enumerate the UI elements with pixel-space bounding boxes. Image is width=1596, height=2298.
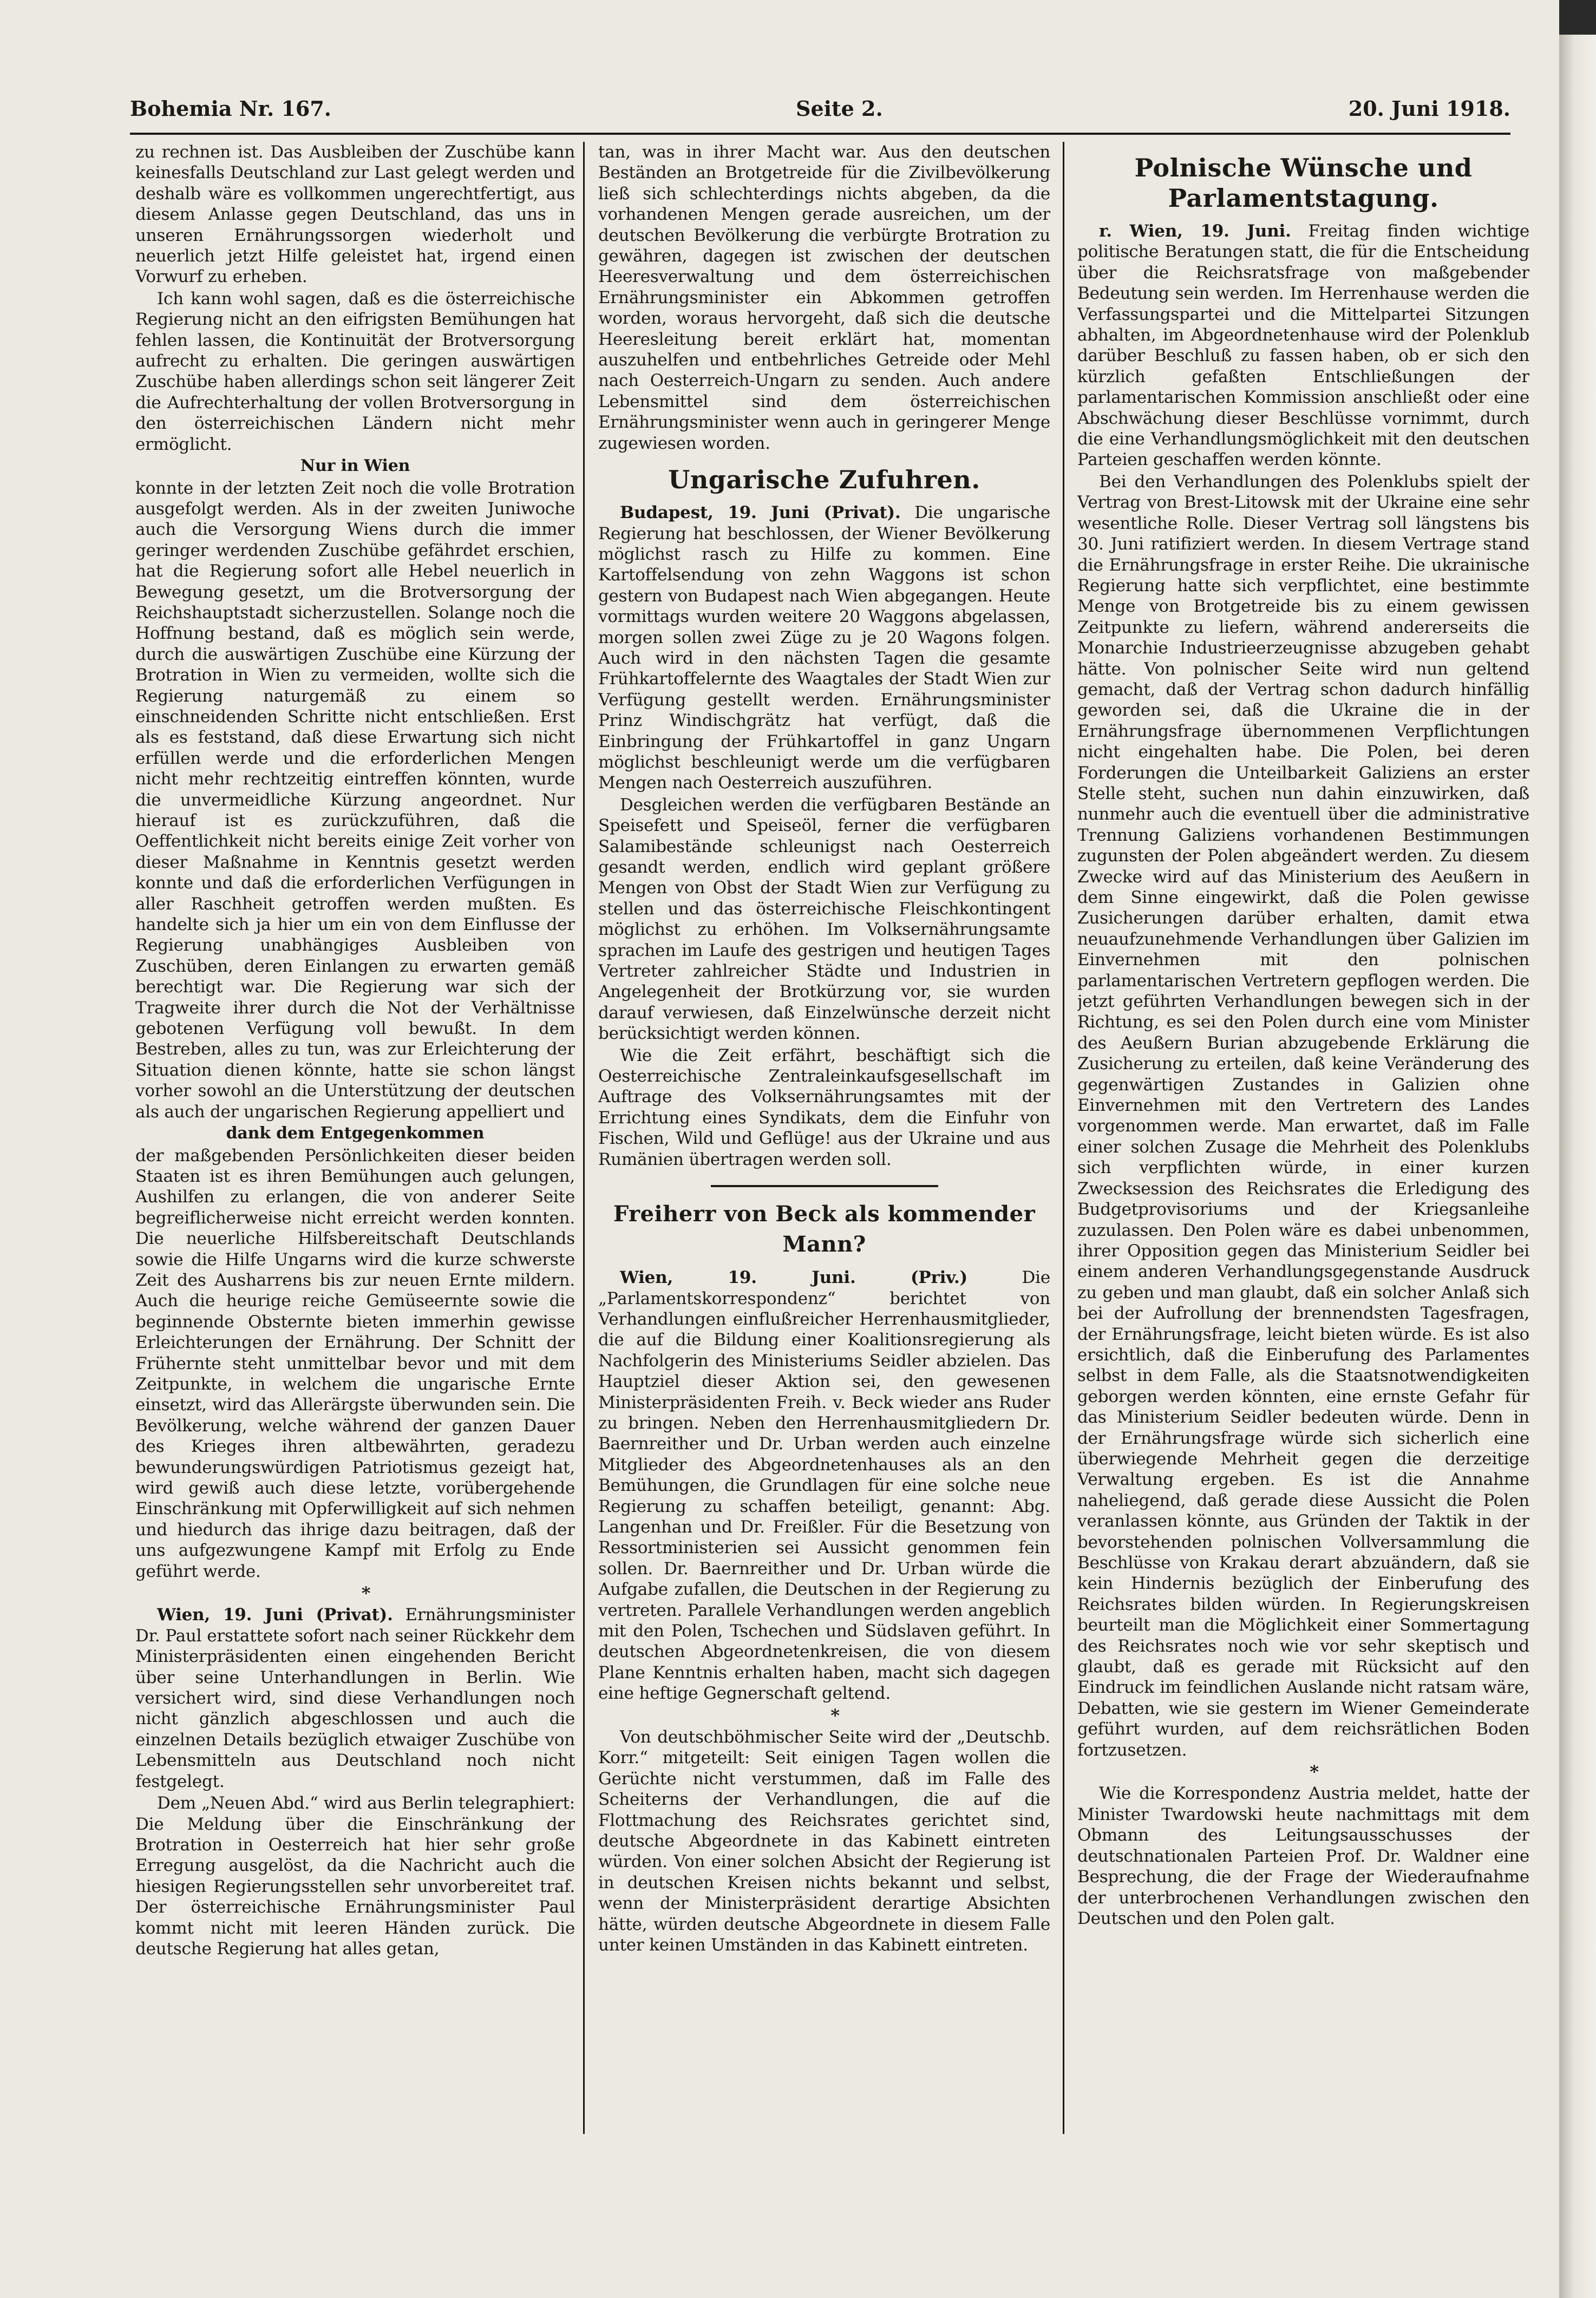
paragraph [598, 1267, 1050, 1704]
paragraph-text: Die „Parlamentskorrespondenz“ berichtet von Verhandlungen einflußreicher Herrenhausmitglieder, die auf die Bildung einer Koalitionsregierung als Nachfolgerin des Ministeriums Seidler abzielen. Das Hauptziel dieser Aktion sei, den gewesenen Ministerpräsidenten Freih. v. Beck wieder ans Ruder zu bringen. Neben den Herrenhausmitgliedern Dr. Baernreither und Dr. Urban werden auch einzelne Mitglieder des Abgeordnetenhauses als an den Bemühungen, die Grundlagen für eine solche neue Regierung zu schaffen beteiligt, genannt: Abg. Langenhan und Dr. Freißler. Für die Besetzung von Ressortministerien sei Aussicht genommen fein sollen. Dr. Baernreither und Dr. Urban würde die Aufgabe zufallen, die Deutschen in der Regierung zu vertreten. Parallele Verhandlungen werden angeblich mit den Polen, Tschechen und Südslaven geführt. In deutschen Abgeordnetenkreisen, die von diesem Plane Kenntnis erhalten haben, macht sich dagegen eine heftige Gegnerschaft geltend. [598, 1268, 1050, 1704]
header-date: 20. Juni 1918. [1348, 96, 1510, 121]
column-1 [135, 142, 575, 2145]
section-separator: * [830, 1705, 840, 1726]
paragraph [598, 502, 1050, 794]
paragraph-text: Ernährungsminister Dr. Paul erstattete sofort nach seiner Rückkehr dem Ministerpräsidenten einen eingehenden Bericht über seine Unterhandlungen in Berlin. Wie versichert wird, sind diese Verhandlungen noch nicht gänzlich abgeschlossen und auch die einzelnen Details bezüglich etwaiger Zuschübe von Lebensmitteln aus Deutschland noch nicht festgelegt. [135, 1605, 575, 1791]
article-headline: Polnische Wünsche und Parlamentstagung. [1134, 153, 1473, 213]
column-rule-1 [583, 142, 585, 2134]
paragraph: Wie die Zeit erfährt, beschäftigt sich die Oesterreichische Zentraleinkaufsgesellschaft im Auftrage des Volksernährungsamtes mit der Errichtung eines Syndikats, dem die Einfuhr von Fischen, Wild und Geflüge! aus der Ukraine und aus Rumänien übertragen werden soll. [598, 1045, 1050, 1169]
paragraph: zu rechnen ist. Das Ausbleiben der Zuschübe kann keinesfalls Deutschland zur Last gelegt werden und deshalb wäre es vollkommen ungerechtfertigt, aus diesem Anlasse gegen Deutschland, das uns in unseren Ernährungssorgen wiederholt und neuerlich jetzt Hilfe geleistet hat, irgend einen Vorwurf zu erheben. [135, 142, 575, 287]
paragraph: Desgleichen werden die verfügbaren Bestände an Speisefett und Speiseöl, ferner die verfügbaren Salamibestände schleunigst nach Oesterreich gesandt werden, endlich wird geplant größere Mengen von Obst der Stadt Wien zur Verfügung zu stellen und das österreichische Fleischkontingent möglichst zu erhöhen. Im Volksernährungsamte sprachen im Laufe des gestrigen und heutigen Tages Vertreter zahlreicher Städte und Industrien in Angelegenheit der Brotkürzung vor, sie wurden darauf verwiesen, daß Einzelwünsche derzeit nicht berücksichtigt werden können. [598, 795, 1050, 1044]
article-headline: Freiherr von Beck als kommender Mann? [613, 1201, 1036, 1258]
header-rule [130, 133, 1510, 135]
paragraph: tan, was in ihrer Macht war. Aus den deutschen Beständen an Brotgetreide für die Zivilbevölkerung ließ sich schlechterdings nichts abgeben, da die vorhandenen Mengen gerade ausreichen, um der deutschen Bevölkerung die verbürgte Brotration zu gewähren, dagegen ist zwischen der deutschen Heeresverwaltung und dem österreichischen Ernährungsminister ein Abkommen getroffen worden, woraus hervorgeht, daß sich die deutsche Heeresleitung bereit erklärt hat, momentan auszuhelfen und entbehrliches Getreide oder Mehl nach Oesterreich-Ungarn zu senden. Auch andere Lebensmittel sind dem österreichischen Ernährungsminister wenn auch in geringerer Menge zugewiesen worden. [598, 142, 1050, 453]
paragraph: konnte in der letzten Zeit noch die volle Brotration ausgefolgt werden. Als in der zweiten Juniwoche auch die Versorgung Wiens durch die immer geringer werdenden Zuschübe gefährdet erschien, hat die Regierung sofort alle Hebel neuerlich in Bewegung gesetzt, um die Brotversorgung der Reichshauptstadt sicherzustellen. Solange noch die Hoffnung bestand, daß es möglich sein werde, durch die auswärtigen Zuschübe eine Kürzung der Brotration in Wien zu vermeiden, wollte sich die Regierung naturgemäß zu einem so einschneidenden Schritte nicht entschließen. Erst als es feststand, daß diese Erwartung sich nicht erfüllen werde und die erforderlichen Mengen nicht mehr rechtzeitig eintreffen könnten, wurde die unvermeidliche Kürzung angeordnet. Nur hierauf ist es zurückzuführen, daß die Oeffentlichkeit nicht bereits einige Zeit vorher von dieser Maßnahme in Kenntnis gesetzt werden konnte und daß die erforderlichen Verfügungen in aller Raschheit getroffen werden mußten. Es handelte sich ja hier um ein von dem Einflusse der Regierung unabhängiges Ausbleiben von Zuschüben, deren Einlangen zu erwarten gemäß berechtigt war. Die Regierung war sich der Tragweite ihrer durch die Not der Verhältnisse gebotenen Verfügung voll bewußt. In dem Bestreben, alles zu tun, was zur Erleichterung der Situation dienen könnte, hatte sie schon längst vorher sowohl an die Unterstützung der deutschen als auch der ungarischen Regierung appelliert und [135, 478, 575, 1122]
page-edge [1559, 0, 1596, 2298]
paragraph: der maßgebenden Persönlichkeiten dieser beiden Staaten ist es ihren Bemühungen auch gelungen, Aushilfen zu erlangen, die von anderer Seite begreiflicherweise nicht erreicht werden konnten. Die neuerliche Hilfsbereitschaft Deutschlands sowie die Hilfe Ungarns wird die kurze schwerste Zeit des Ausharrens bis zur neuen Ernte mildern. Auch die heurige reiche Gemüseernte sowie die beginnende Obsternte bieten immerhin gewisse Erleichterungen der Ernährung. Der Schnitt der Frühernte steht unmittelbar bevor und mit dem Zeitpunkte, in welchem die ungarische Ernte einsetzt, wird das Allerärgste überwunden sein. Die Bevölkerung, welche während der ganzen Dauer des Krieges ihren altbewährten, geradezu bewunderungswürdigen Patriotismus gezeigt hat, wird gewiß auch diese letzte, vorübergehende Einschränkung mit Opferwilligkeit auf sich nehmen und hiedurch das ihrige dazu beitragen, daß der uns aufgezwungene Kampf mit Erfolg zu Ende geführt werde. [135, 1145, 575, 1581]
header-page-number: Seite 2. [796, 96, 883, 121]
scan-corner [1559, 0, 1596, 35]
paragraph-text: Die ungarische Regierung hat beschlossen, der Wiener Bevölkerung möglichst rasch zu Hilfe zu kommen. Eine Kartoffelsendung von zehn Waggons ist schon gestern von Budapest nach Wien abgegangen. Heute vormittags wurden weitere 20 Waggons abgelassen, morgen sollen zwei Züge zu je 20 Wagons folgen. Auch wird in den nächsten Tagen die gesamte Frühkartoffelernte des Waagtales der Stadt Wien zur Verfügung gestellt werden. Ernährungsminister Prinz Windischgrätz hat verfügt, daß die Einbringung der Frühkartoffel in ganz Ungarn möglichst beschleunigt werde um die verfügbaren Mengen nach Oesterreich auszuführen. [598, 503, 1050, 793]
paragraph: Wie die Korrespondenz Austria meldet, hatte der Minister Twardowski heute nachmittags mit dem Obmann des Leitungsausschusses der deutschnationalen Parteien Prof. Dr. Waldner eine Besprechung, die der Frage der Wiederaufnahme der unterbrochenen Verhandlungen zwischen den Deutschen und den Polen galt. [1077, 1784, 1529, 1928]
page-header [130, 96, 1510, 129]
dateline: Budapest, 19. Juni (Privat). [620, 503, 901, 523]
section-separator: * [1310, 1762, 1319, 1783]
column-rule-2 [1063, 142, 1064, 2134]
header-issue: Bohemia Nr. 167. [130, 96, 332, 121]
article-headline: Ungarische Zufuhren. [668, 465, 980, 495]
paragraph: Ich kann wohl sagen, daß es die österreichische Regierung nicht an den eifrigsten Bemühungen hat fehlen lassen, die Kontinuität der Brotversorgung aufrecht zu erhalten. Die geringen auswärtigen Zuschübe haben allerdings schon seit längerer Zeit die Aufrechterhaltung der vollen Brotversorgung in den österreichischen Ländern nicht mehr ermöglicht. [135, 289, 575, 454]
paragraph: Bei den Verhandlungen des Polenklubs spielt der Vertrag von Brest-Litowsk mit der Ukraine eine sehr wesentliche Rolle. Dieser Vertrag soll längstens bis 30. Juni ratifiziert werden. In diesem Vertrage stand die Ernährungsfrage in erster Reihe. Die ukrainische Regierung hatte sich verpflichtet, eine bestimmte Menge von Brotgetreide bis zu einem gewissen Zeitpunkte zu liefern, während andererseits die Monarchie Industrieerzeugnisse abzugeben gehabt hätte. Von polnischer Seite wird nun geltend gemacht, daß der Vertrag schon dadurch hinfällig geworden sei, daß die Ukraine die in der Ernährungsfrage übernommenen Verpflichtungen nicht eingehalten habe. Die Polen, bei deren Forderungen die Unteilbarkeit Galiziens an erster Stelle steht, suchen nun dahin einzuwirken, daß nunmehr auch die eventuell über die administrative Trennung Galiziens vorhandenen Bestimmungen zugunsten der Polen abgeändert werden. Zu diesem Zwecke wird auf das Ministerium des Aeußern in dem Sinne eingewirkt, daß die Polen gewisse Zusicherungen darüber erhalten, damit etwa neuaufzunehmende Verhandlungen über Galizien im Einvernehmen mit den polnischen parlamentarischen Vertretern gepflogen werden. Die jetzt geführten Verhandlungen bewegen sich in der Richtung, es sei den Polen durch eine vom Minister des Aeußern Burian abzugebende Erklärung die Zusicherung zu erteilen, daß keine Veränderung des gegenwärtigen Zustandes in Galizien ohne Einvernehmen mit den Vertretern des Landes vorgenommen werde. Man erwartet, daß im Falle einer solchen Zusage die Mehrheit des Polenklubs sich verpflichten würde, in einer kurzen Zwecksession des Reichsrates die Erledigung des Budgetprovisoriums und der Kriegsanleihe zuzulassen. Den Polen wäre es dabei unbenommen, ihrer Opposition gegen das Ministerium Seidler bei einem anderen Verhandlungsgegenstande Ausdruck zu geben und man glaubt, daß ein solcher Anlaß sich bei der Aufrollung der brennendsten Tagesfragen, der Ernährungsfrage, leicht bieten würde. Es ist also ersichtlich, daß die Einberufung des Parlamentes selbst in dem Falle, als die Staatsnotwendigkeiten geborgen werden könnten, eine ernste Gefahr für das Ministerium Seidler bedeuten würde. Denn in der Ernährungsfrage würde sich sicherlich eine überwiegende Mehrheit gegen die derzeitige Verwaltung ergeben. Es ist die Annahme naheliegend, daß gerade diese Aussicht die Polen veranlassen könnte, aus Gründen der Taktik in der bevorstehenden polnischen Vollversammlung die Beschlüsse von Krakau derart abzuändern, daß sie kein Hindernis bezüglich der Einberufung des Reichsrates bilden würden. In Regierungskreisen beurteilt man die Möglichkeit einer Sommertagung des Reichsrates noch wie vor sehr skeptisch und glaubt, daß es gerade mit Rücksicht auf den Eindruck im feindlichen Auslande nicht ratsam wäre, Debatten, wie sie gestern im Wiener Gemeinderate geführt wurden, auf dem reichsrätlichen Boden fortzusetzen. [1077, 472, 1529, 1760]
article-separator [711, 1185, 938, 1187]
column-3 [1077, 142, 1529, 2145]
paragraph [135, 1605, 575, 1792]
paragraph [1077, 221, 1529, 470]
column-2 [598, 142, 1050, 2145]
section-separator: * [361, 1583, 371, 1604]
paragraph: Dem „Neuen Abd.“ wird aus Berlin telegraphiert: Die Meldung über die Einschränkung der Brotration in Oesterreich hat hier sehr große Erregung ausgelöst, da die Nachricht auch die hiesigen Regierungsstellen sehr unvorbereitet traf. Der österreichische Ernährungsminister Paul kommt nicht mit leeren Händen zurück. Die deutsche Regierung hat alles getan, [135, 1793, 575, 1959]
dateline: Wien, 19. Juni (Privat). [157, 1605, 393, 1625]
paragraph-text: Freitag finden wichtige politische Beratungen statt, die für die Entscheidung über die Reichsratsfrage von maßgebender Bedeutung sein werden. Im Herrenhause werden die Verfassungspartei und die Mittelpartei Sitzungen abhalten, im Abgeordnetenhause wird der Polenklub darüber Beschluß zu fassen haben, ob er sich den kürzlich gefaßten Entschließungen der parlamentarischen Kommission anschließt oder eine Abschwächung dieser Beschlüsse vornimmt, durch die eine Verhandlungsmöglichkeit mit den deutschen Parteien geschaffen werden könnte. [1077, 221, 1529, 470]
subheading: Nur in Wien [300, 456, 410, 476]
dateline: Wien, 19. Juni. (Priv.) [620, 1268, 968, 1288]
subheading: dank dem Entgegenkommen [226, 1124, 485, 1143]
paragraph: Von deutschböhmischer Seite wird der „Deutschb. Korr.“ mitgeteilt: Seit einigen Tagen wollen die Gerüchte nicht verstummen, daß im Falle des Scheiterns der Verhandlungen, die auf die Flottmachung des Reichsrates gerichtet sind, deutsche Abgeordnete in das Kabinett eintreten würden. Von einer solchen Absicht der Regierung ist in deutschen Kreisen nichts bekannt und selbst, wenn der Ministerpräsident derartige Absichten hätte, würden deutsche Abgeordnete in diesem Falle unter keinen Umständen in das Kabinett eintreten. [598, 1727, 1050, 1955]
dateline: r. Wien, 19. Juni. [1099, 221, 1291, 241]
